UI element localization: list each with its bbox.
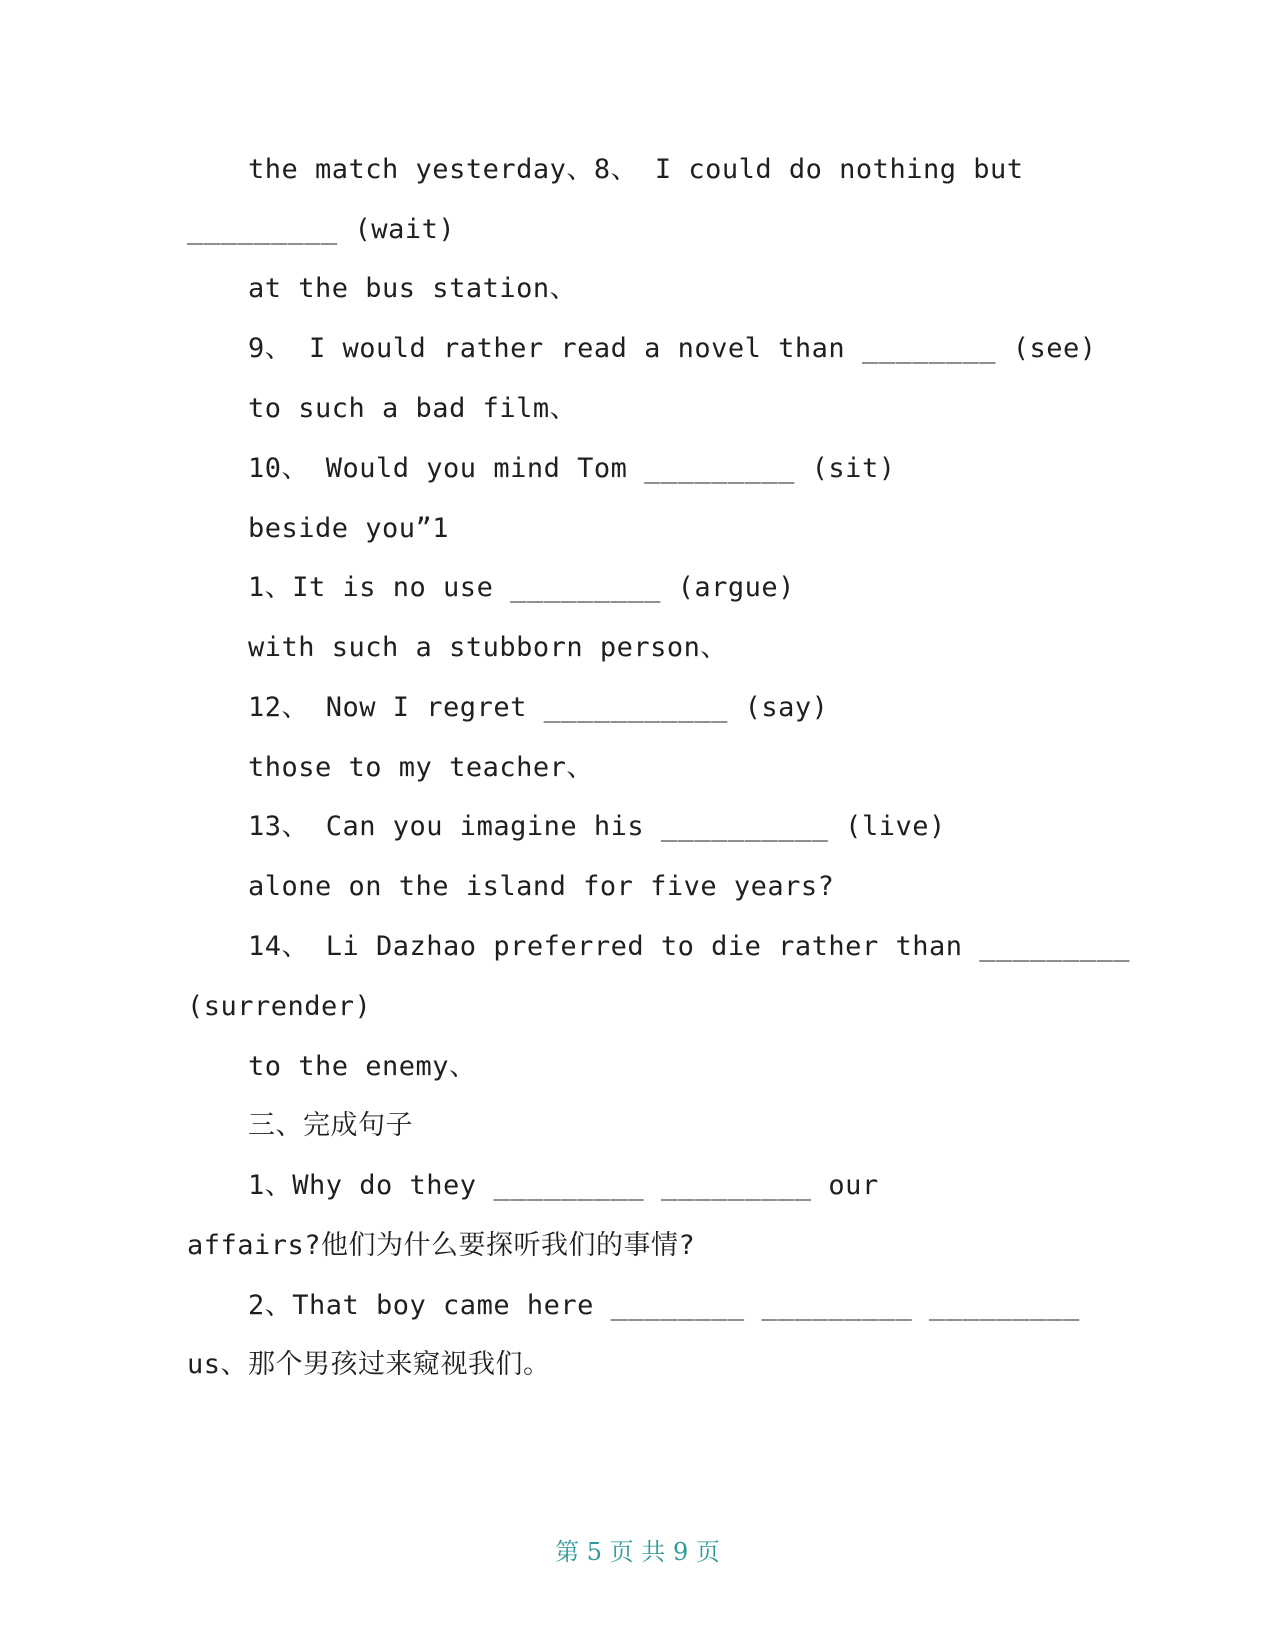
text-line: (surrender) xyxy=(187,991,372,1022)
text-line: 1、Why do they _________ _________ our xyxy=(248,1170,879,1201)
text-line: to such a bad film、 xyxy=(248,393,578,424)
text-line: those to my teacher、 xyxy=(248,752,594,783)
text-line: to the enemy、 xyxy=(248,1051,477,1082)
text-line: the match yesterday、8、 I could do nothing but xyxy=(248,154,1024,185)
text-line: 10、 Would you mind Tom _________ (sit) xyxy=(248,453,896,484)
text-line: 14、 Li Dazhao preferred to die rather than _________ xyxy=(248,931,1131,962)
text-line: affairs?他们为什么要探听我们的事情? xyxy=(187,1230,696,1261)
text-line: at the bus station、 xyxy=(248,273,578,304)
text-line: _________ (wait) xyxy=(187,214,456,245)
text-line: alone on the island for five years? xyxy=(248,871,835,902)
text-line: us、那个男孩过来窥视我们。 xyxy=(187,1349,551,1380)
text-line: 9、 I would rather read a novel than ________ (see) xyxy=(248,333,1097,364)
text-line: with such a stubborn person、 xyxy=(248,632,728,663)
text-line: 13、 Can you imagine his __________ (live) xyxy=(248,811,946,842)
text-line: 2、That boy came here ________ _________ _________ xyxy=(248,1290,1080,1321)
page-number-footer: 第 5 页 共 9 页 xyxy=(555,1538,720,1566)
text-line: 1、It is no use _________ (argue) xyxy=(248,572,795,603)
text-line: 12、 Now I regret ___________ (say) xyxy=(248,692,829,723)
text-line: beside you”1 xyxy=(248,513,450,544)
section-heading: 三、完成句子 xyxy=(248,1110,413,1141)
